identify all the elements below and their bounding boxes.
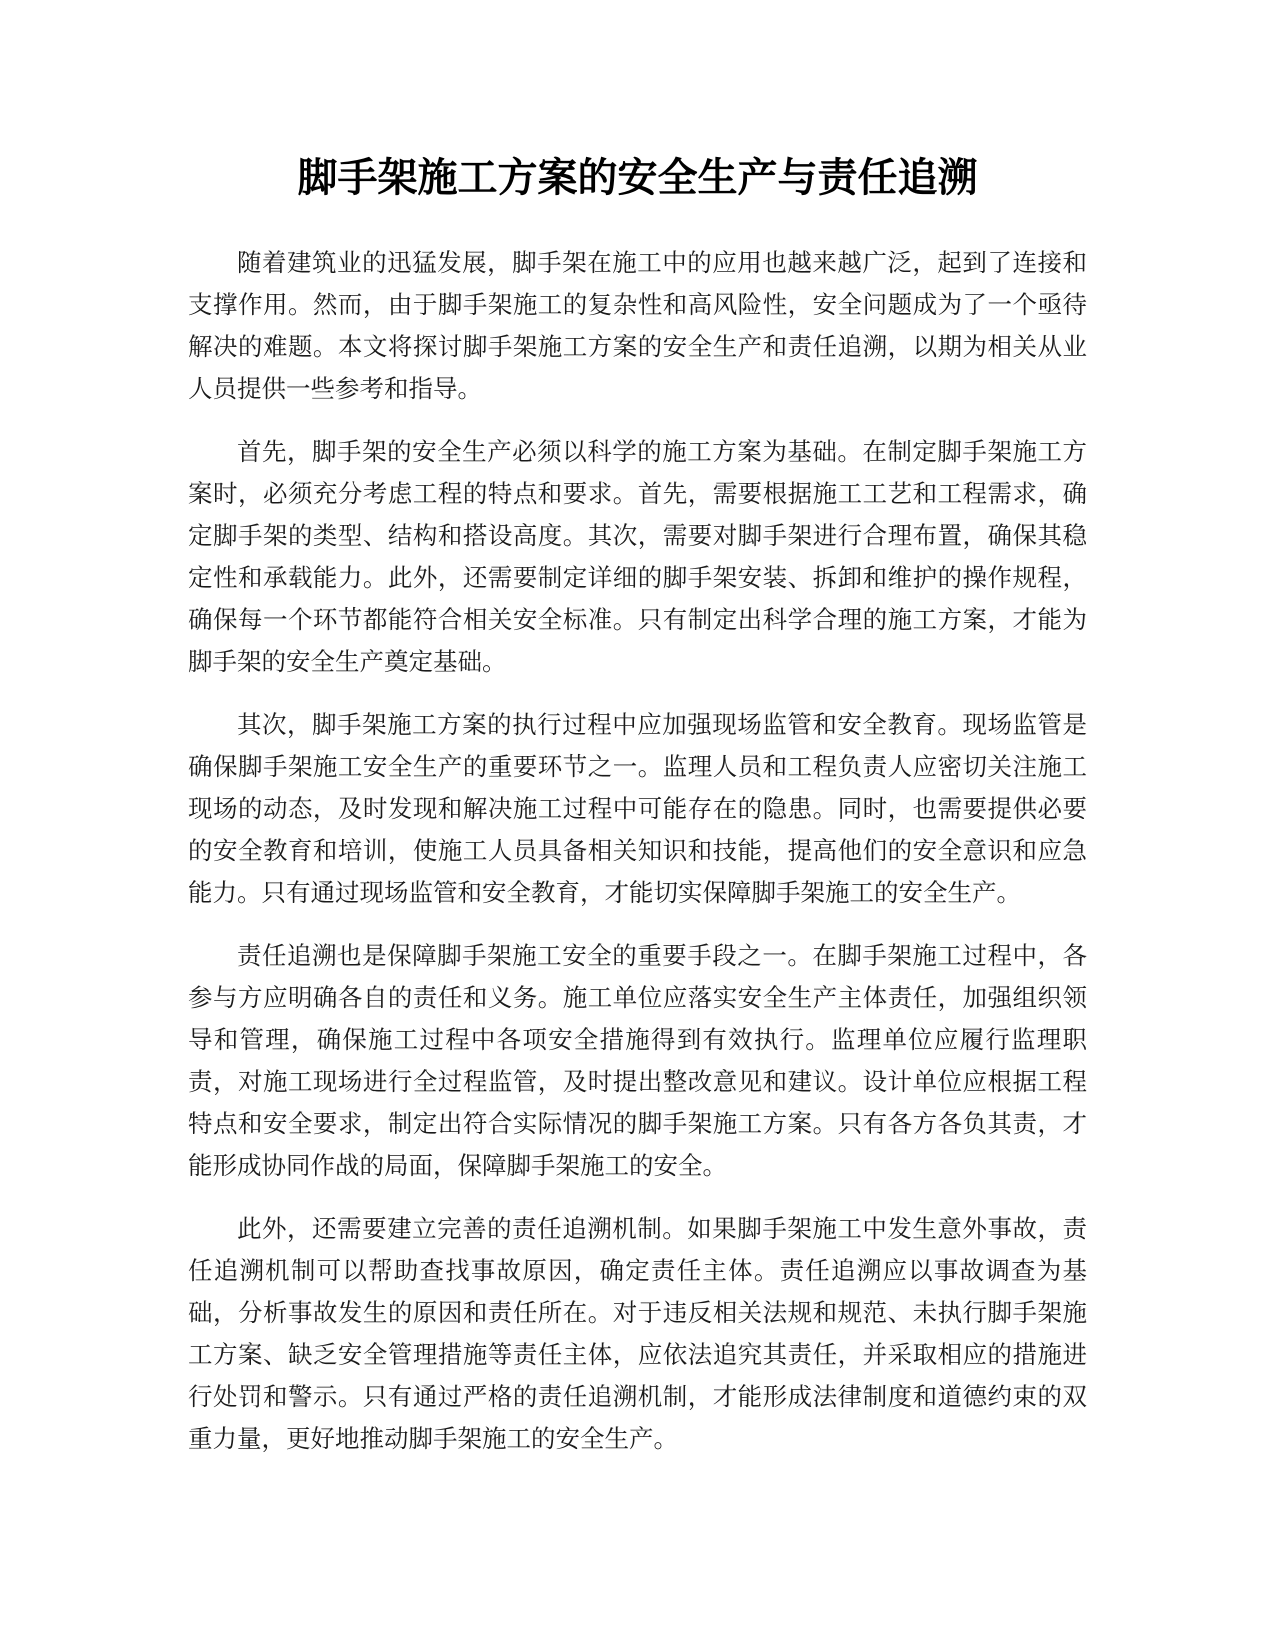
- paragraph-4: 责任追溯也是保障脚手架施工安全的重要手段之一。在脚手架施工过程中，各参与方应明确各自的责任和义务。施工单位应落实安全生产主体责任，加强组织领导和管理，确保施工过程中各项安全措施得到有效执行。监理单位应履行监理职责，对施工现场进行全过程监管，及时提出整改意见和建议。设计单位应根据工程特点和安全要求，制定出符合实际情况的脚手架施工方案。只有各方各负其责，才能形成协同作战的局面，保障脚手架施工的安全。: [188, 941, 1087, 1180]
- paragraph-1: 随着建筑业的迅猛发展，脚手架在施工中的应用也越来越广泛，起到了连接和支撑作用。然而，由于脚手架施工的复杂性和高风险性，安全问题成为了一个亟待解决的难题。本文将探讨脚手架施工方案的安全生产和责任追溯，以期为相关从业人员提供一些参考和指导。: [188, 248, 1087, 403]
- document-body: [188, 242, 1087, 1481]
- paragraph-5: 此外，还需要建立完善的责任追溯机制。如果脚手架施工中发生意外事故，责任追溯机制可以帮助查找事故原因，确定责任主体。责任追溯应以事故调查为基础，分析事故发生的原因和责任所在。对于违反相关法规和规范、未执行脚手架施工方案、缺乏安全管理措施等责任主体，应依法追究其责任，并采取相应的措施进行处罚和警示。只有通过严格的责任追溯机制，才能形成法律制度和道德约束的双重力量，更好地推动脚手架施工的安全生产。: [188, 1214, 1087, 1453]
- paragraph-3: 其次，脚手架施工方案的执行过程中应加强现场监管和安全教育。现场监管是确保脚手架施工安全生产的重要环节之一。监理人员和工程负责人应密切关注施工现场的动态，及时发现和解决施工过程中可能存在的隐患。同时，也需要提供必要的安全教育和培训，使施工人员具备相关知识和技能，提高他们的安全意识和应急能力。只有通过现场监管和安全教育，才能切实保障脚手架施工的安全生产。: [188, 710, 1087, 907]
- paragraph-2: 首先，脚手架的安全生产必须以科学的施工方案为基础。在制定脚手架施工方案时，必须充分考虑工程的特点和要求。首先，需要根据施工工艺和工程需求，确定脚手架的类型、结构和搭设高度。其次，需要对脚手架进行合理布置，确保其稳定性和承载能力。此外，还需要制定详细的脚手架安装、拆卸和维护的操作规程，确保每一个环节都能符合相关安全标准。只有制定出科学合理的施工方案，才能为脚手架的安全生产奠定基础。: [188, 437, 1087, 676]
- document-title: 脚手架施工方案的安全生产与责任追溯: [297, 155, 978, 201]
